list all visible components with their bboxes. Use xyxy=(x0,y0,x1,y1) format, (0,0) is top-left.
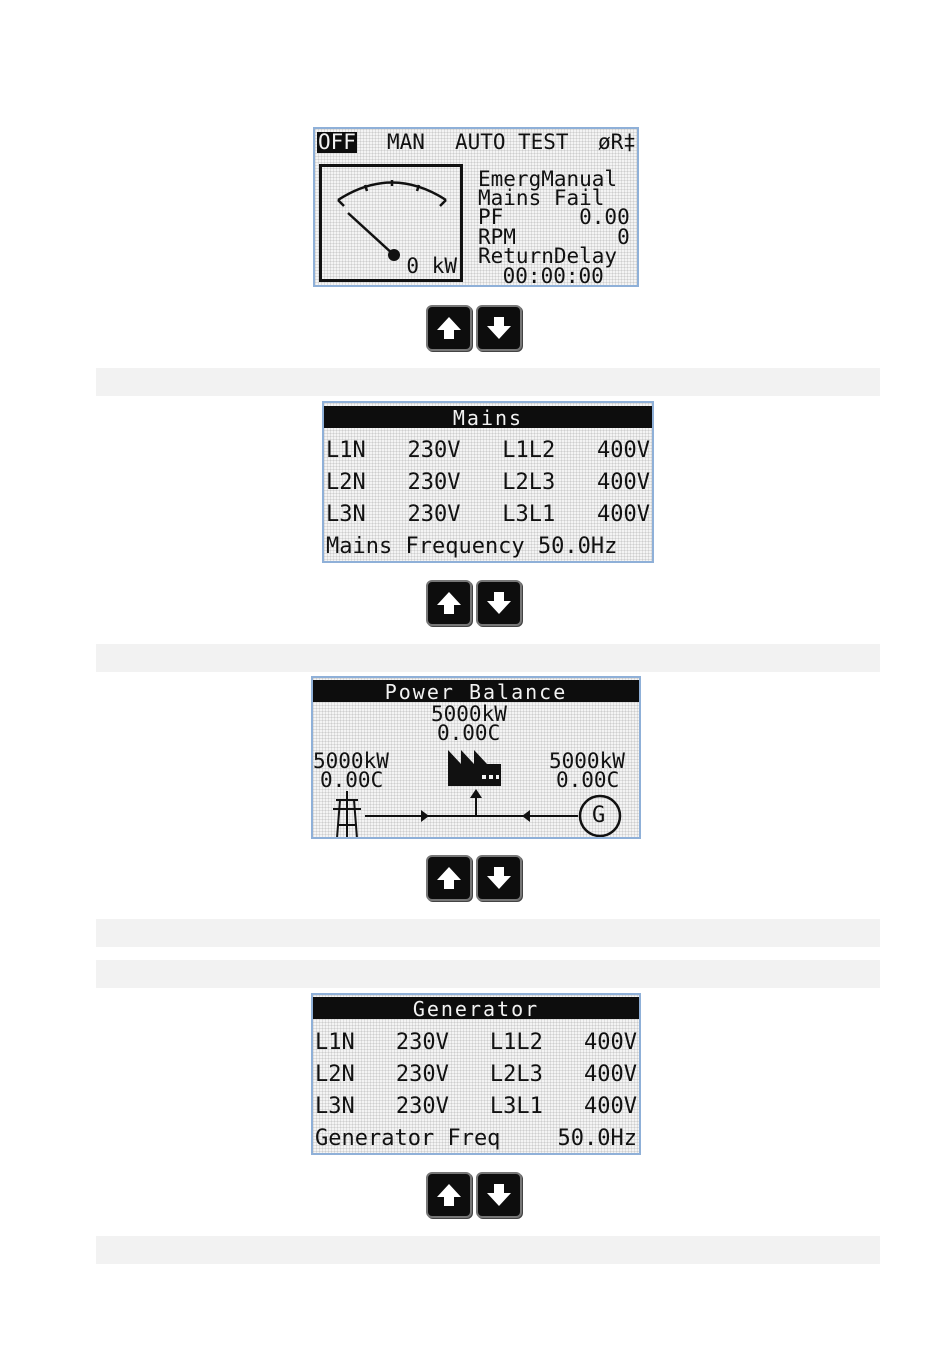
separator-band-2 xyxy=(96,644,880,672)
gen-pf: 0.00C xyxy=(556,768,620,792)
separator-band-3 xyxy=(96,919,880,947)
arrow-up-icon xyxy=(435,314,463,342)
status-line-3: PF 0.00 xyxy=(478,205,630,229)
page-title: Generator xyxy=(412,997,540,1021)
down-button[interactable] xyxy=(476,1172,522,1218)
line-voltage: 400V xyxy=(584,1094,637,1119)
status-line-4: RPM 0 xyxy=(478,225,630,249)
line-voltage: 400V xyxy=(597,438,650,463)
line-voltage: 400V xyxy=(597,502,650,527)
line-label: L1L2 xyxy=(489,1030,543,1055)
mode-test[interactable]: TEST xyxy=(518,130,569,154)
line-voltage: 400V xyxy=(584,1062,637,1087)
arrow-down-icon xyxy=(485,589,513,617)
mode-off[interactable]: OFF xyxy=(318,130,356,154)
arrow-down-icon xyxy=(485,314,513,342)
up-button[interactable] xyxy=(426,305,472,351)
line-label: L1L2 xyxy=(502,438,556,463)
generator-row-1 xyxy=(315,1030,637,1056)
power-flow-diagram xyxy=(313,678,639,838)
pylon-icon xyxy=(333,791,361,838)
arrow-down-icon xyxy=(485,1181,513,1209)
generator-symbol: G xyxy=(592,803,606,828)
arrow-down-icon xyxy=(485,864,513,892)
power-meter xyxy=(319,164,463,282)
status-line-1: EmergManual xyxy=(478,167,618,191)
mains-frequency: Mains Frequency 50.0Hz xyxy=(326,534,618,559)
page-title: Mains xyxy=(452,406,524,430)
generator-frequency-label: Generator Freq xyxy=(315,1126,501,1151)
line-label: L3L1 xyxy=(489,1094,543,1119)
power-balance-screen xyxy=(311,676,641,839)
up-button[interactable] xyxy=(426,580,472,626)
phase-voltage: 230V xyxy=(407,470,461,495)
mains-row-1 xyxy=(326,438,650,464)
separator-band-5 xyxy=(96,1236,880,1264)
mains-pf: 0.00C xyxy=(320,768,384,792)
status-screen xyxy=(313,127,639,287)
down-button[interactable] xyxy=(476,580,522,626)
line-label: L2L3 xyxy=(489,1062,543,1087)
status-line-2: Mains Fail xyxy=(478,186,605,210)
gen-power: 5000kW xyxy=(549,749,625,773)
status-icons: øR‡ xyxy=(598,130,636,154)
line-voltage: 400V xyxy=(584,1030,637,1055)
generator-screen xyxy=(311,993,641,1155)
down-button[interactable] xyxy=(476,855,522,901)
status-line-6: 00:00:00 xyxy=(490,264,604,287)
phase-voltage: 230V xyxy=(395,1030,449,1055)
phase-voltage: 230V xyxy=(395,1062,449,1087)
mains-frequency-row xyxy=(326,534,650,560)
phase-label: L1N xyxy=(326,438,366,463)
mains-titlebar xyxy=(324,406,652,428)
phase-label: L2N xyxy=(326,470,366,495)
phase-label: L3N xyxy=(315,1094,355,1119)
generator-row-2 xyxy=(315,1062,637,1088)
arrow-up-icon xyxy=(435,589,463,617)
mode-man[interactable]: MAN xyxy=(387,130,425,154)
load-power: 5000kW xyxy=(431,702,507,726)
phase-label: L1N xyxy=(315,1030,355,1055)
page-title: Power Balance xyxy=(384,680,568,704)
generator-row-3 xyxy=(315,1094,637,1120)
phase-voltage: 230V xyxy=(407,502,461,527)
status-line-5: ReturnDelay xyxy=(478,244,618,268)
load-pf: 0.00C xyxy=(437,721,501,745)
nav-buttons-4 xyxy=(426,1172,524,1220)
up-button[interactable] xyxy=(426,855,472,901)
line-voltage: 400V xyxy=(597,470,650,495)
nav-buttons-1 xyxy=(426,305,524,353)
up-button[interactable] xyxy=(426,1172,472,1218)
generator-titlebar xyxy=(313,997,639,1019)
meter-value: 0 kW xyxy=(406,254,457,278)
mains-power: 5000kW xyxy=(313,749,389,773)
generator-frequency-value: 50.0Hz xyxy=(557,1126,637,1151)
separator-band-1 xyxy=(96,368,880,396)
phase-label: L2N xyxy=(315,1062,355,1087)
mains-row-3 xyxy=(326,502,650,528)
phase-voltage: 230V xyxy=(407,438,461,463)
down-button[interactable] xyxy=(476,305,522,351)
line-label: L2L3 xyxy=(502,470,556,495)
arrow-up-icon xyxy=(435,864,463,892)
factory-icon xyxy=(448,750,501,786)
mode-auto[interactable]: AUTO xyxy=(455,130,506,154)
phase-voltage: 230V xyxy=(395,1094,449,1119)
arrow-up-icon xyxy=(435,1181,463,1209)
phase-label: L3N xyxy=(326,502,366,527)
generator-frequency-row xyxy=(315,1126,637,1152)
nav-buttons-3 xyxy=(426,855,524,903)
line-label: L3L1 xyxy=(502,502,556,527)
nav-buttons-2 xyxy=(426,580,524,628)
separator-band-4 xyxy=(96,960,880,988)
mains-row-2 xyxy=(326,470,650,496)
mains-screen xyxy=(322,401,654,563)
